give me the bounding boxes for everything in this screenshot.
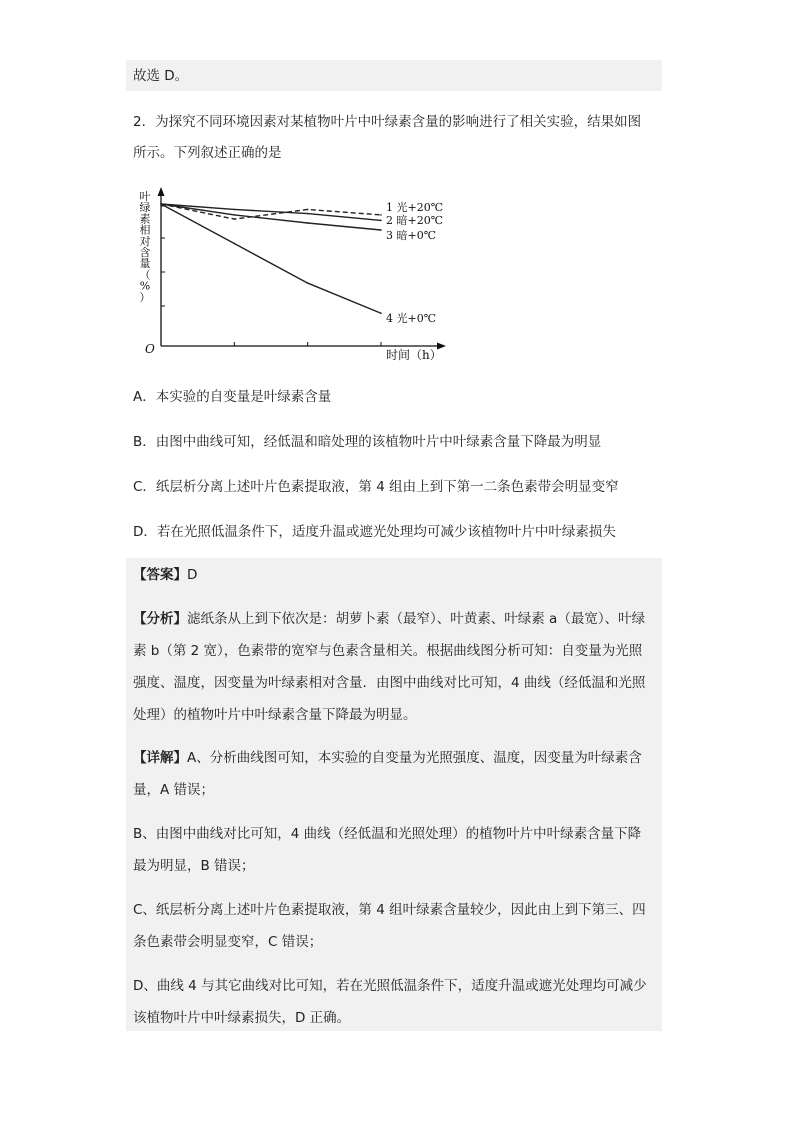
detail-c-line2: 条色素带会明显变窄，C 错误；: [133, 934, 323, 950]
series-line-4: [161, 204, 381, 313]
analysis-line3: 强度、温度，因变量为叶绿素相对含量．由图中曲线对比可知，4 曲线（经低温和光照: [133, 675, 646, 691]
detail-tag: 【详解】: [133, 750, 187, 766]
analysis-line2: 素 b（第 2 宽），色素带的宽窄与色素含量相关。根据曲线图分析可知：自变量为光照: [133, 643, 643, 659]
series-point-1: [307, 213, 309, 215]
answer-line: [133, 565, 661, 585]
option-c[interactable]: C．纸层析分离上述叶片色素提取液，第 4 组由上到下第一二条色素带会明显变窄: [133, 479, 619, 495]
prev-answer: 故选 D。: [133, 68, 189, 84]
series-label-3: 3 暗+0℃: [386, 229, 437, 242]
option-d[interactable]: D．若在光照低温条件下，适度升温或遮光处理均可减少该植物叶片中叶绿素损失: [133, 524, 616, 540]
detail-d-line1: D、曲线 4 与其它曲线对比可知，若在光照低温条件下，适度升温或遮光处理均可减少: [133, 978, 647, 994]
y-label-char: 对: [139, 234, 151, 248]
y-axis-arrow: [158, 187, 165, 196]
analysis-line1: 【分析】滤纸条从上到下依次是：胡萝卜素（最窄）、叶黄素、叶绿素 a（最宽）、叶绿: [133, 611, 646, 627]
question-stem-line1: 2．为探究不同环境因素对某植物叶片中叶绿素含量的影响进行了相关实验，结果如图: [133, 114, 642, 130]
series-point-4: [307, 282, 309, 284]
answer-tag: 【答案】: [133, 567, 187, 583]
series-point-3: [380, 229, 382, 231]
series-point-2: [380, 214, 382, 216]
analysis-tag: 【分析】: [133, 611, 187, 627]
series-label-2: 2 暗+20℃: [386, 214, 444, 227]
y-label-char: 素: [139, 212, 151, 226]
origin-label: O: [145, 342, 155, 356]
y-label-char: 相: [139, 223, 151, 237]
detail-b-line2: 最为明显，B 错误；: [133, 858, 255, 874]
series-line-1: [161, 204, 381, 220]
y-label-char: 量: [139, 257, 151, 271]
detail-c-line1: C、纸层析分离上述叶片色素提取液，第 4 组叶绿素含量较少，因此由上到下第三、四: [133, 902, 646, 918]
series-point-2: [234, 218, 236, 220]
detail-b-line1: B、由图中曲线对比可知，4 曲线（经低温和光照处理）的植物叶片中叶绿素含量下降: [133, 826, 642, 842]
series-point-4: [160, 203, 162, 205]
question-stem-line2: 所示。下列叙述正确的是: [133, 145, 282, 161]
series-point-2: [307, 209, 309, 211]
series-point-4: [234, 243, 236, 245]
detail-a-line2: 量，A 错误；: [133, 782, 215, 798]
series-point-3: [307, 222, 309, 224]
answer-value: D: [187, 567, 198, 583]
series-labels: [386, 200, 443, 325]
option-a[interactable]: A．本实验的自变量是叶绿素含量: [133, 389, 332, 405]
detail-a-line1: 【详解】A、分析曲线图可知，本实验的自变量为光照强度、温度，因变量为叶绿素含: [133, 750, 642, 766]
y-axis-label: [140, 189, 151, 304]
y-label-char: ）: [139, 290, 151, 304]
series-point-1: [234, 209, 236, 211]
x-axis-label: 时间（h）: [386, 348, 442, 362]
chart-series: [160, 203, 382, 314]
y-label-char: 绿: [139, 201, 151, 215]
chlorophyll-line-chart: [136, 186, 456, 364]
option-b[interactable]: B．由图中曲线可知，经低温和暗处理的该植物叶片中叶绿素含量下降最为明显: [133, 434, 602, 450]
y-label-char: 含: [139, 246, 151, 259]
analysis-line4: 处理）的植物叶片中叶绿素含量下降最为明显。: [133, 707, 417, 723]
series-point-1: [380, 220, 382, 222]
y-label-char: %: [139, 279, 151, 293]
series-label-1: 1 光+20℃: [386, 201, 444, 214]
series-point-3: [234, 214, 236, 216]
y-label-char: （: [139, 268, 151, 282]
series-point-4: [380, 312, 382, 314]
detail-d-line2: 该植物叶片中叶绿素损失，D 正确。: [133, 1010, 351, 1026]
y-label-char: 叶: [139, 190, 151, 203]
series-label-4: 4 光+0℃: [386, 312, 437, 325]
